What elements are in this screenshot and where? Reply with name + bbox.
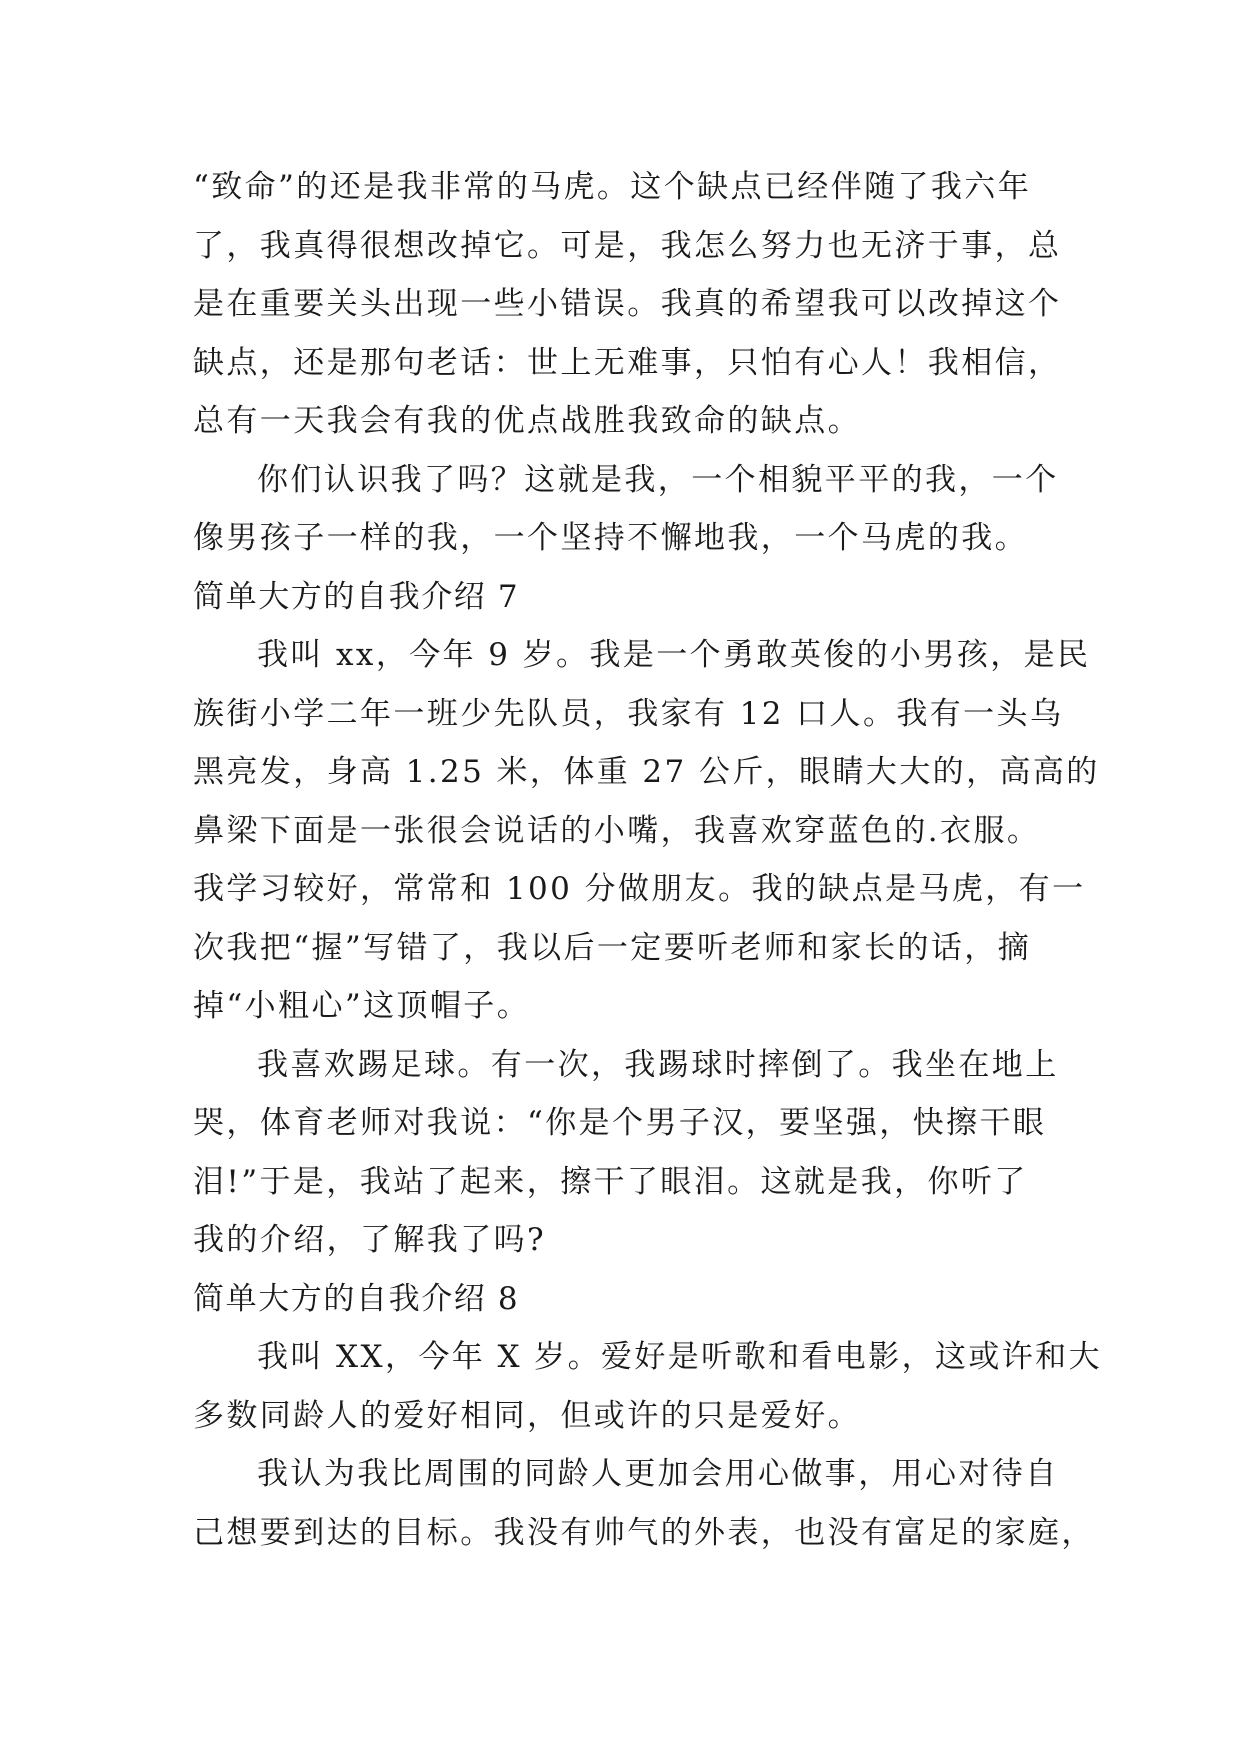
text-line: 哭，体育老师对我说：“你是个男子汉，要坚强，快擦干眼 [193, 1105, 1047, 1141]
text-line: 次我把“握”写错了，我以后一定要听老师和家长的话，摘 [193, 929, 1032, 966]
paragraph-first-line: 我喜欢踢足球。有一次，我踢球时摔倒了。我坐在地上 [257, 1046, 1059, 1083]
paragraph-first-line: 我认为我比周围的同龄人更加会用心做事，用心对待自 [257, 1456, 1059, 1492]
document-body [193, 158, 1102, 1562]
paragraph-first-line: 你们认识我了吗？这就是我，一个相貌平平的我，一个 [257, 461, 1059, 498]
text-line: “致命”的还是我非常的马虎。这个缺点已经伴随了我六年 [193, 169, 1032, 205]
text-line: 族街小学二年一班少先队员，我家有 12 口人。我有一头乌 [193, 695, 1064, 732]
paragraph-first-line: 我叫 XX，今年 X 岁。爱好是听歌和看电影，这或许和大 [257, 1339, 1102, 1375]
text-line: 我学习较好，常常和 100 分做朋友。我的缺点是马虎，有一 [193, 871, 1086, 907]
text-line: 是在重要关头出现一些小错误。我真的希望我可以改掉这个 [193, 286, 1062, 322]
text-line: 黑亮发，身高 1.25 米，体重 27 公斤，眼睛大大的，高高的 [193, 754, 1100, 790]
text-line: 多数同龄人的爱好相同，但或许的只是爱好。 [193, 1397, 861, 1434]
section-heading: 简单大方的自我介绍 7 [193, 578, 520, 615]
text-line: 总有一天我会有我的优点战胜我致命的缺点。 [193, 403, 861, 439]
text-line: 我的介绍，了解我了吗? [193, 1222, 547, 1258]
text-line: 鼻梁下面是一张很会说话的小嘴，我喜欢穿蓝色的.衣服。 [193, 812, 1041, 849]
text-line: 缺点，还是那句老话：世上无难事，只怕有心人！我相信， [193, 344, 1062, 381]
section-heading: 简单大方的自我介绍 8 [193, 1280, 520, 1317]
text-line: 掉“小粗心”这顶帽子。 [193, 988, 531, 1024]
paragraph-first-line: 我叫 xx，今年 9 岁。我是一个勇敢英俊的小男孩，是民 [257, 637, 1091, 673]
text-line: 泪!”于是，我站了起来，擦干了眼泪。这就是我，你听了 [193, 1163, 1028, 1200]
text-line: 了，我真得很想改掉它。可是，我怎么努力也无济于事，总 [193, 227, 1062, 264]
text-line: 像男孩子一样的我，一个坚持不懈地我，一个马虎的我。 [193, 520, 1028, 556]
text-line: 己想要到达的目标。我没有帅气的外表，也没有富足的家庭， [193, 1514, 1095, 1551]
